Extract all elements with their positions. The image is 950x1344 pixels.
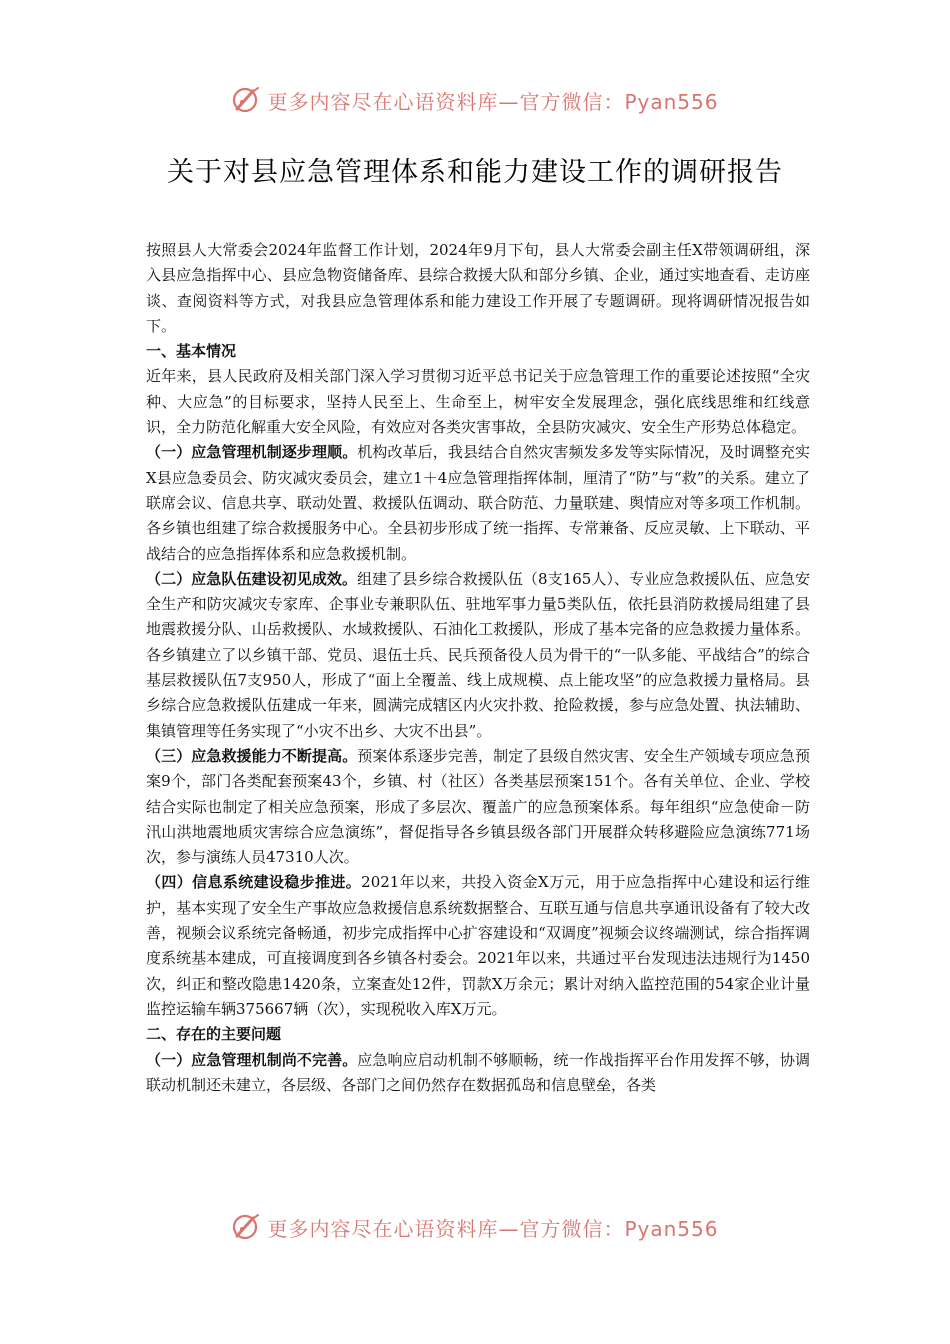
problem-subsection-1-lead: （一）应急管理机制尚不完善。 [146, 1050, 358, 1069]
section-heading-basic: 一、基本情况 [146, 342, 237, 361]
subsection-1-lead: （一）应急管理机制逐步理顺。 [146, 443, 358, 462]
intro-paragraph: 按照县人大常委会2024年监督工作计划，2024年9月下旬，县人大常委会副主任X带领调研组，深入县应急指挥中心、县应急物资储备库、县综合救援大队和部分乡镇、企业，通过实地查看、走访座谈、查阅资料等方式，对我县应急管理体系和能力建设工作开展了专题调研。现将调研情况报告如下。 [146, 241, 810, 335]
section-heading-problems: 二、存在的主要问题 [146, 1025, 282, 1044]
subsection-2-lead: （二）应急队伍建设初见成效。 [146, 569, 358, 588]
watermark-banner-top [0, 80, 950, 120]
pen-logo-icon [231, 85, 261, 115]
watermark-banner-bottom [0, 1207, 950, 1247]
subsection-4 [146, 870, 810, 1022]
watermark-text: 更多内容尽在心语资料库—官方微信：Pyan556 [267, 89, 719, 114]
subsection-1-text: 机构改革后，我县结合自然灾害频发多发等实际情况，及时调整充实X县应急委员会、防灾减灾委员会，建立1＋4应急管理指挥体制，厘清了“防”与“救”的关系。建立了联席会议、信息共享、联动处置、救援队伍调动、联合防范、力量联建、舆情应对等多项工作机制。各乡镇也组建了综合救援服务中心。全县初步形成了统一指挥、专常兼备、反应灵敏、上下联动、平战结合的应急指挥体系和应急救援机制。 [146, 443, 810, 563]
document-body [146, 238, 810, 1098]
subsection-4-lead: （四）信息系统建设稳步推进。 [146, 873, 362, 892]
subsection-3-text: 预案体系逐步完善，制定了县级自然灾害、安全生产领域专项应急预案9个，部门各类配套预案43个，乡镇、村（社区）各类基层预案151个。各有关单位、企业、学校结合实际也制定了相关应急预案，形成了多层次、覆盖广的应急预案体系。每年组织“应急使命－防汛山洪地震地质灾害综合应急演练”，督促指导各乡镇县级各部门开展群众转移避险应急演练771场次，参与演练人员47310人次。 [146, 746, 810, 867]
document-title: 关于对县应急管理体系和能力建设工作的调研报告 [167, 157, 783, 188]
problem-subsection-1-text: 应急响应启动机制不够顺畅，统一作战指挥平台作用发挥不够，协调联动机制还未建立，各层级、各部门之间仍然存在数据孤岛和信息壁垒，各类 [146, 1050, 810, 1094]
pen-logo-icon [231, 1212, 261, 1242]
subsection-3 [146, 744, 810, 870]
subsection-4-text: 2021年以来，共投入资金X万元，用于应急指挥中心建设和运行维护，基本实现了安全生产事故应急救援信息系统数据整合、互联互通与信息共享通讯设备有了较大改善，视频会议系统完备畅通，初步完成指挥中心扩容建设和“双调度”视频会议终端测试，综合指挥调度系统基本建成，可直接调度到各乡镇各村委会。2021年以来，共通过平台发现违法违规行为1450次，纠正和整改隐患1420条，立案查处12件，罚款X万余元；累计对纳入监控范围的54家企业计量监控运输车辆375667辆（次），实现税收入库X万元。 [146, 873, 810, 1018]
subsection-2 [146, 567, 810, 744]
section1-paragraph: 近年来，县人民政府及相关部门深入学习贯彻习近平总书记关于应急管理工作的重要论述按照“全灾种、大应急”的目标要求，坚持人民至上、生命至上，树牢安全发展理念，强化底线思维和红线意识，全力防范化解重大安全风险，有效应对各类灾害事故，全县防灾减灾、安全生产形势总体稳定。 [146, 367, 810, 437]
subsection-2-text: 组建了县乡综合救援队伍（8支165人）、专业应急救援队伍、应急安全生产和防灾减灾专家库、企事业专兼职队伍、驻地军事力量5类队伍，依托县消防救援局组建了县地震救援分队、山岳救援队、水域救援队、石油化工救援队，形成了基本完备的应急救援力量体系。各乡镇建立了以乡镇干部、党员、退伍士兵、民兵预备役人员为骨干的“一队多能、平战结合”的综合基层救援队伍7支950人，形成了“面上全覆盖、线上成规模、点上能攻坚”的应急救援力量格局。县乡综合应急救援队伍建成一年来，圆满完成辖区内火灾扑救、抢险救援，参与应急处置、执法辅助、集镇管理等任务实现了“小灾不出乡、大灾不出县”。 [146, 569, 810, 740]
watermark-text: 更多内容尽在心语资料库—官方微信：Pyan556 [267, 1216, 719, 1241]
subsection-1 [146, 440, 810, 566]
problem-subsection-1 [146, 1048, 810, 1099]
subsection-3-lead: （三）应急救援能力不断提高。 [146, 746, 358, 765]
